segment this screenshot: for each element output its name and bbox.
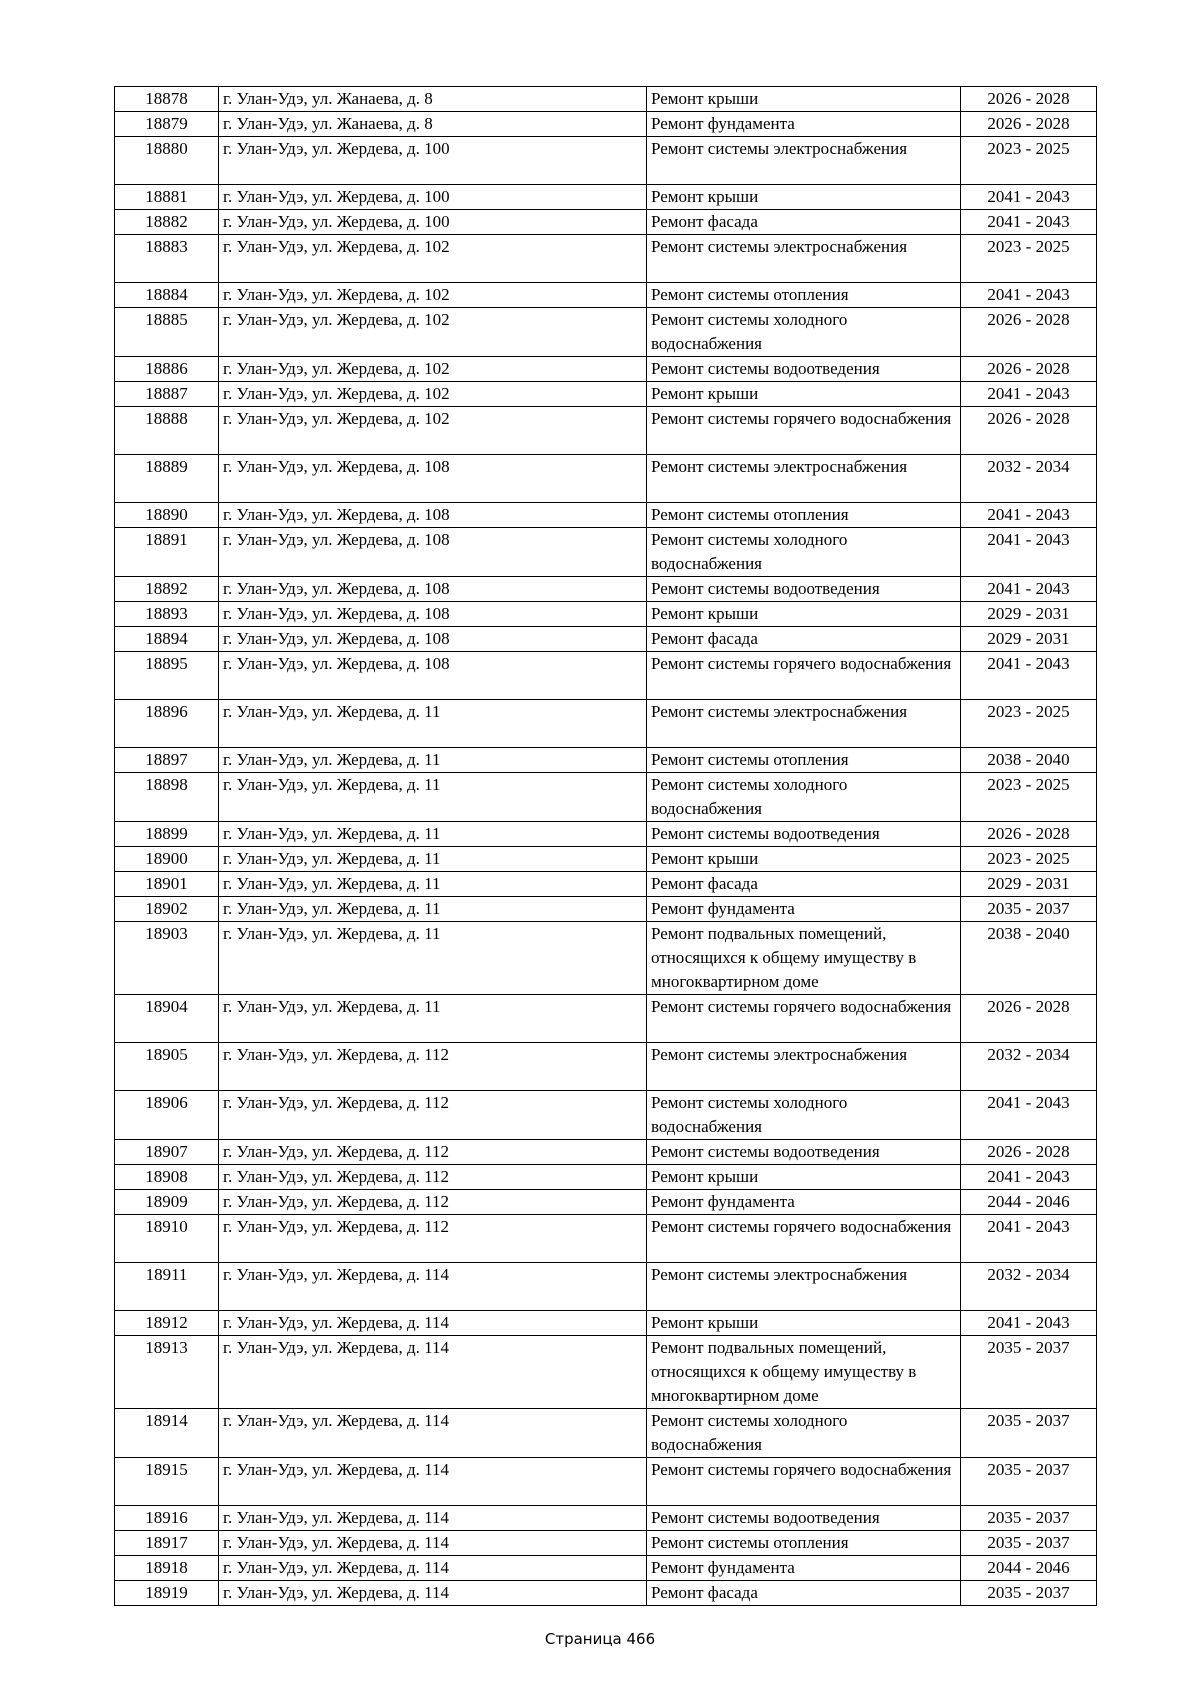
period-cell: 2041 - 2043 — [961, 652, 1097, 700]
period-cell: 2026 - 2028 — [961, 308, 1097, 357]
row-number-cell: 18890 — [115, 503, 219, 528]
row-number-cell: 18897 — [115, 748, 219, 773]
address-cell: г. Улан-Удэ, ул. Жердева, д. 112 — [219, 1091, 647, 1140]
work-type-cell: Ремонт фундамента — [647, 112, 961, 137]
table-row — [115, 995, 1097, 1043]
period-cell: 2041 - 2043 — [961, 283, 1097, 308]
table-row — [115, 872, 1097, 897]
period-cell: 2032 - 2034 — [961, 1263, 1097, 1311]
row-number-cell: 18908 — [115, 1165, 219, 1190]
period-cell: 2026 - 2028 — [961, 407, 1097, 455]
work-type-cell: Ремонт системы отопления — [647, 283, 961, 308]
table-row — [115, 627, 1097, 652]
period-cell: 2026 - 2028 — [961, 112, 1097, 137]
table-row — [115, 577, 1097, 602]
work-type-cell: Ремонт крыши — [647, 602, 961, 627]
period-cell: 2023 - 2025 — [961, 773, 1097, 822]
table-row — [115, 652, 1097, 700]
address-cell: г. Улан-Удэ, ул. Жердева, д. 11 — [219, 822, 647, 847]
period-cell: 2038 - 2040 — [961, 922, 1097, 995]
row-number-cell: 18881 — [115, 185, 219, 210]
period-cell: 2041 - 2043 — [961, 577, 1097, 602]
table-row — [115, 185, 1097, 210]
address-cell: г. Улан-Удэ, ул. Жердева, д. 108 — [219, 455, 647, 503]
table-row — [115, 1215, 1097, 1263]
table-row — [115, 1556, 1097, 1581]
address-cell: г. Улан-Удэ, ул. Жанаева, д. 8 — [219, 112, 647, 137]
row-number-cell: 18889 — [115, 455, 219, 503]
address-cell: г. Улан-Удэ, ул. Жердева, д. 102 — [219, 235, 647, 283]
period-cell: 2032 - 2034 — [961, 455, 1097, 503]
address-cell: г. Улан-Удэ, ул. Жердева, д. 102 — [219, 382, 647, 407]
table-row — [115, 773, 1097, 822]
work-type-cell: Ремонт крыши — [647, 1311, 961, 1336]
row-number-cell: 18904 — [115, 995, 219, 1043]
table-row — [115, 1409, 1097, 1458]
table-row — [115, 357, 1097, 382]
period-cell: 2038 - 2040 — [961, 748, 1097, 773]
row-number-cell: 18880 — [115, 137, 219, 185]
row-number-cell: 18910 — [115, 1215, 219, 1263]
repair-schedule-table — [114, 86, 1097, 1606]
period-cell: 2032 - 2034 — [961, 1043, 1097, 1091]
period-cell: 2041 - 2043 — [961, 1311, 1097, 1336]
work-type-cell: Ремонт системы горячего водоснабжения — [647, 407, 961, 455]
row-number-cell: 18906 — [115, 1091, 219, 1140]
work-type-cell: Ремонт системы электроснабжения — [647, 455, 961, 503]
work-type-cell: Ремонт системы водоотведения — [647, 357, 961, 382]
address-cell: г. Улан-Удэ, ул. Жердева, д. 11 — [219, 773, 647, 822]
work-type-cell: Ремонт системы холодного водоснабжения — [647, 1409, 961, 1458]
work-type-cell: Ремонт системы холодного водоснабжения — [647, 773, 961, 822]
page-number: Страница 466 — [544, 1630, 656, 1648]
address-cell: г. Улан-Удэ, ул. Жердева, д. 11 — [219, 995, 647, 1043]
work-type-cell: Ремонт системы холодного водоснабжения — [647, 528, 961, 577]
work-type-cell: Ремонт системы водоотведения — [647, 1506, 961, 1531]
period-cell: 2041 - 2043 — [961, 382, 1097, 407]
address-cell: г. Улан-Удэ, ул. Жердева, д. 114 — [219, 1409, 647, 1458]
work-type-cell: Ремонт фундамента — [647, 1556, 961, 1581]
address-cell: г. Улан-Удэ, ул. Жердева, д. 108 — [219, 577, 647, 602]
row-number-cell: 18903 — [115, 922, 219, 995]
table-row — [115, 1311, 1097, 1336]
table-row — [115, 1043, 1097, 1091]
address-cell: г. Улан-Удэ, ул. Жердева, д. 102 — [219, 283, 647, 308]
work-type-cell: Ремонт системы отопления — [647, 748, 961, 773]
table-row — [115, 822, 1097, 847]
work-type-cell: Ремонт системы электроснабжения — [647, 1043, 961, 1091]
work-type-cell: Ремонт системы водоотведения — [647, 822, 961, 847]
address-cell: г. Улан-Удэ, ул. Жердева, д. 114 — [219, 1556, 647, 1581]
period-cell: 2035 - 2037 — [961, 1581, 1097, 1606]
period-cell: 2029 - 2031 — [961, 627, 1097, 652]
row-number-cell: 18912 — [115, 1311, 219, 1336]
period-cell: 2035 - 2037 — [961, 1409, 1097, 1458]
address-cell: г. Улан-Удэ, ул. Жердева, д. 114 — [219, 1458, 647, 1506]
period-cell: 2041 - 2043 — [961, 528, 1097, 577]
table-row — [115, 308, 1097, 357]
table-row — [115, 1581, 1097, 1606]
address-cell: г. Улан-Удэ, ул. Жердева, д. 11 — [219, 872, 647, 897]
period-cell: 2041 - 2043 — [961, 503, 1097, 528]
work-type-cell: Ремонт фундамента — [647, 897, 961, 922]
row-number-cell: 18907 — [115, 1140, 219, 1165]
address-cell: г. Улан-Удэ, ул. Жердева, д. 100 — [219, 210, 647, 235]
table-row — [115, 382, 1097, 407]
work-type-cell: Ремонт системы водоотведения — [647, 577, 961, 602]
row-number-cell: 18900 — [115, 847, 219, 872]
address-cell: г. Улан-Удэ, ул. Жердева, д. 114 — [219, 1311, 647, 1336]
table-row — [115, 1140, 1097, 1165]
row-number-cell: 18888 — [115, 407, 219, 455]
address-cell: г. Улан-Удэ, ул. Жердева, д. 102 — [219, 407, 647, 455]
table-row — [115, 503, 1097, 528]
address-cell: г. Улан-Удэ, ул. Жердева, д. 112 — [219, 1140, 647, 1165]
period-cell: 2035 - 2037 — [961, 1531, 1097, 1556]
row-number-cell: 18901 — [115, 872, 219, 897]
period-cell: 2026 - 2028 — [961, 995, 1097, 1043]
address-cell: г. Улан-Удэ, ул. Жердева, д. 112 — [219, 1165, 647, 1190]
address-cell: г. Улан-Удэ, ул. Жердева, д. 11 — [219, 922, 647, 995]
address-cell: г. Улан-Удэ, ул. Жердева, д. 114 — [219, 1506, 647, 1531]
address-cell: г. Улан-Удэ, ул. Жердева, д. 112 — [219, 1215, 647, 1263]
row-number-cell: 18895 — [115, 652, 219, 700]
address-cell: г. Улан-Удэ, ул. Жердева, д. 108 — [219, 652, 647, 700]
row-number-cell: 18899 — [115, 822, 219, 847]
table-row — [115, 1458, 1097, 1506]
work-type-cell: Ремонт системы горячего водоснабжения — [647, 652, 961, 700]
address-cell: г. Улан-Удэ, ул. Жанаева, д. 8 — [219, 87, 647, 112]
row-number-cell: 18892 — [115, 577, 219, 602]
row-number-cell: 18913 — [115, 1336, 219, 1409]
work-type-cell: Ремонт фасада — [647, 1581, 961, 1606]
row-number-cell: 18919 — [115, 1581, 219, 1606]
address-cell: г. Улан-Удэ, ул. Жердева, д. 102 — [219, 308, 647, 357]
work-type-cell: Ремонт системы отопления — [647, 1531, 961, 1556]
row-number-cell: 18886 — [115, 357, 219, 382]
period-cell: 2026 - 2028 — [961, 1140, 1097, 1165]
row-number-cell: 18882 — [115, 210, 219, 235]
period-cell: 2035 - 2037 — [961, 1336, 1097, 1409]
period-cell: 2041 - 2043 — [961, 1215, 1097, 1263]
period-cell: 2035 - 2037 — [961, 1458, 1097, 1506]
address-cell: г. Улан-Удэ, ул. Жердева, д. 11 — [219, 700, 647, 748]
work-type-cell: Ремонт фасада — [647, 210, 961, 235]
table-row — [115, 748, 1097, 773]
table-row — [115, 407, 1097, 455]
table-row — [115, 1190, 1097, 1215]
address-cell: г. Улан-Удэ, ул. Жердева, д. 112 — [219, 1190, 647, 1215]
period-cell: 2026 - 2028 — [961, 87, 1097, 112]
address-cell: г. Улан-Удэ, ул. Жердева, д. 114 — [219, 1581, 647, 1606]
row-number-cell: 18883 — [115, 235, 219, 283]
table-row — [115, 283, 1097, 308]
row-number-cell: 18887 — [115, 382, 219, 407]
table-row — [115, 210, 1097, 235]
row-number-cell: 18884 — [115, 283, 219, 308]
period-cell: 2023 - 2025 — [961, 235, 1097, 283]
work-type-cell: Ремонт подвальных помещений, относящихся к общему имуществу в многоквартирном доме — [647, 1336, 961, 1409]
row-number-cell: 18894 — [115, 627, 219, 652]
address-cell: г. Улан-Удэ, ул. Жердева, д. 114 — [219, 1336, 647, 1409]
period-cell: 2035 - 2037 — [961, 1506, 1097, 1531]
address-cell: г. Улан-Удэ, ул. Жердева, д. 11 — [219, 897, 647, 922]
row-number-cell: 18885 — [115, 308, 219, 357]
work-type-cell: Ремонт фасада — [647, 872, 961, 897]
work-type-cell: Ремонт крыши — [647, 185, 961, 210]
address-cell: г. Улан-Удэ, ул. Жердева, д. 102 — [219, 357, 647, 382]
period-cell: 2023 - 2025 — [961, 137, 1097, 185]
period-cell: 2029 - 2031 — [961, 872, 1097, 897]
address-cell: г. Улан-Удэ, ул. Жердева, д. 11 — [219, 847, 647, 872]
period-cell: 2023 - 2025 — [961, 847, 1097, 872]
work-type-cell: Ремонт системы горячего водоснабжения — [647, 1458, 961, 1506]
work-type-cell: Ремонт системы холодного водоснабжения — [647, 1091, 961, 1140]
work-type-cell: Ремонт крыши — [647, 847, 961, 872]
address-cell: г. Улан-Удэ, ул. Жердева, д. 114 — [219, 1263, 647, 1311]
table-row — [115, 602, 1097, 627]
row-number-cell: 18911 — [115, 1263, 219, 1311]
table-row — [115, 137, 1097, 185]
address-cell: г. Улан-Удэ, ул. Жердева, д. 108 — [219, 627, 647, 652]
row-number-cell: 18916 — [115, 1506, 219, 1531]
period-cell: 2023 - 2025 — [961, 700, 1097, 748]
row-number-cell: 18902 — [115, 897, 219, 922]
row-number-cell: 18915 — [115, 1458, 219, 1506]
row-number-cell: 18917 — [115, 1531, 219, 1556]
work-type-cell: Ремонт фасада — [647, 627, 961, 652]
work-type-cell: Ремонт системы электроснабжения — [647, 235, 961, 283]
table-row — [115, 700, 1097, 748]
table-row — [115, 455, 1097, 503]
address-cell: г. Улан-Удэ, ул. Жердева, д. 112 — [219, 1043, 647, 1091]
table-row — [115, 1506, 1097, 1531]
address-cell: г. Улан-Удэ, ул. Жердева, д. 100 — [219, 185, 647, 210]
period-cell: 2044 - 2046 — [961, 1556, 1097, 1581]
period-cell: 2041 - 2043 — [961, 185, 1097, 210]
table-row — [115, 112, 1097, 137]
period-cell: 2044 - 2046 — [961, 1190, 1097, 1215]
work-type-cell: Ремонт системы холодного водоснабжения — [647, 308, 961, 357]
period-cell: 2041 - 2043 — [961, 1091, 1097, 1140]
table-row — [115, 847, 1097, 872]
address-cell: г. Улан-Удэ, ул. Жердева, д. 11 — [219, 748, 647, 773]
table-row — [115, 1531, 1097, 1556]
address-cell: г. Улан-Удэ, ул. Жердева, д. 114 — [219, 1531, 647, 1556]
table-row — [115, 897, 1097, 922]
period-cell: 2035 - 2037 — [961, 897, 1097, 922]
work-type-cell: Ремонт фундамента — [647, 1190, 961, 1215]
work-type-cell: Ремонт крыши — [647, 382, 961, 407]
work-type-cell: Ремонт системы горячего водоснабжения — [647, 995, 961, 1043]
row-number-cell: 18896 — [115, 700, 219, 748]
table-row — [115, 1263, 1097, 1311]
table-row — [115, 235, 1097, 283]
period-cell: 2026 - 2028 — [961, 822, 1097, 847]
row-number-cell: 18878 — [115, 87, 219, 112]
work-type-cell: Ремонт системы электроснабжения — [647, 137, 961, 185]
table-row — [115, 1165, 1097, 1190]
work-type-cell: Ремонт системы водоотведения — [647, 1140, 961, 1165]
row-number-cell: 18879 — [115, 112, 219, 137]
table-body — [115, 87, 1097, 1606]
table-row — [115, 1336, 1097, 1409]
row-number-cell: 18914 — [115, 1409, 219, 1458]
row-number-cell: 18905 — [115, 1043, 219, 1091]
address-cell: г. Улан-Удэ, ул. Жердева, д. 108 — [219, 528, 647, 577]
address-cell: г. Улан-Удэ, ул. Жердева, д. 100 — [219, 137, 647, 185]
row-number-cell: 18909 — [115, 1190, 219, 1215]
work-type-cell: Ремонт системы отопления — [647, 503, 961, 528]
work-type-cell: Ремонт системы горячего водоснабжения — [647, 1215, 961, 1263]
work-type-cell: Ремонт крыши — [647, 1165, 961, 1190]
work-type-cell: Ремонт крыши — [647, 87, 961, 112]
period-cell: 2029 - 2031 — [961, 602, 1097, 627]
period-cell: 2026 - 2028 — [961, 357, 1097, 382]
period-cell: 2041 - 2043 — [961, 210, 1097, 235]
table-row — [115, 87, 1097, 112]
table-row — [115, 528, 1097, 577]
row-number-cell: 18893 — [115, 602, 219, 627]
table-row — [115, 1091, 1097, 1140]
row-number-cell: 18891 — [115, 528, 219, 577]
address-cell: г. Улан-Удэ, ул. Жердева, д. 108 — [219, 602, 647, 627]
work-type-cell: Ремонт подвальных помещений, относящихся к общему имуществу в многоквартирном доме — [647, 922, 961, 995]
row-number-cell: 18918 — [115, 1556, 219, 1581]
row-number-cell: 18898 — [115, 773, 219, 822]
address-cell: г. Улан-Удэ, ул. Жердева, д. 108 — [219, 503, 647, 528]
table-row — [115, 922, 1097, 995]
period-cell: 2041 - 2043 — [961, 1165, 1097, 1190]
work-type-cell: Ремонт системы электроснабжения — [647, 700, 961, 748]
work-type-cell: Ремонт системы электроснабжения — [647, 1263, 961, 1311]
